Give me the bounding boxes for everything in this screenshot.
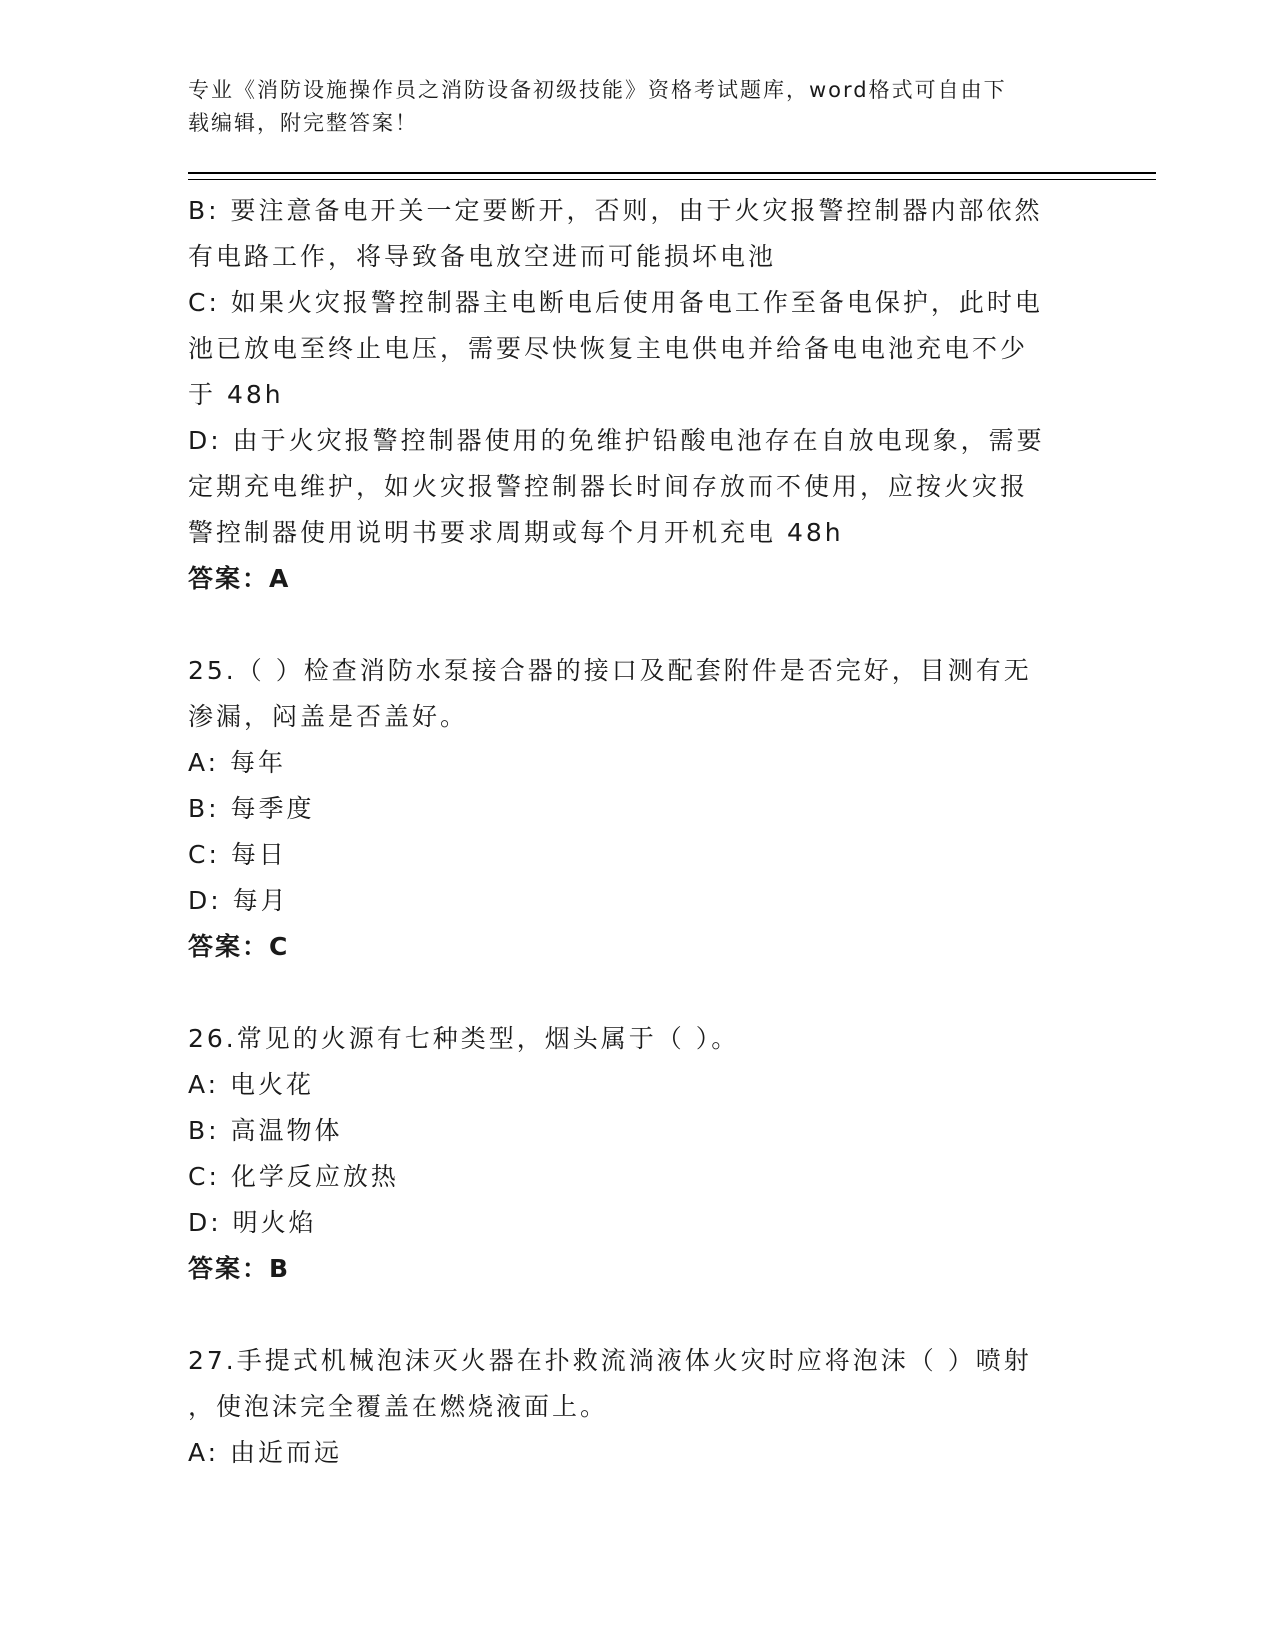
question-27 xyxy=(188,1338,1088,1476)
option-d-line: D: 由于火灾报警控制器使用的免维护铅酸电池存在自放电现象，需要 xyxy=(188,426,1045,455)
question-text: 25.（ ）检查消防水泵接合器的接口及配套附件是否完好，目测有无 xyxy=(188,656,1032,685)
question-text: ，使泡沫完全覆盖在燃烧液面上。 xyxy=(188,1392,609,1421)
answer-label: 答案：C xyxy=(188,932,290,961)
header-rule-thin xyxy=(188,179,1156,180)
option-b: B: 高温物体 xyxy=(188,1116,343,1145)
option-d: D: 每月 xyxy=(188,886,289,915)
header-line-2: 载编辑，附完整答案！ xyxy=(188,111,418,135)
option-c: C: 化学反应放热 xyxy=(188,1162,399,1191)
answer-label: 答案：A xyxy=(188,564,291,593)
option-d-line: 定期充电维护，如火灾报警控制器长时间存放而不使用，应按火灾报 xyxy=(188,472,1029,501)
header-rule-thick xyxy=(188,172,1156,174)
option-d-line: 警控制器使用说明书要求周期或每个月开机充电 48h xyxy=(188,518,844,547)
option-d: D: 明火焰 xyxy=(188,1208,317,1237)
question-25 xyxy=(188,648,1088,970)
option-b: B: 每季度 xyxy=(188,794,315,823)
previous-question-options xyxy=(188,188,1088,602)
option-b-line: 有电路工作，将导致备电放空进而可能损坏电池 xyxy=(188,242,777,271)
option-a: A: 由近而远 xyxy=(188,1438,343,1467)
option-a: A: 每年 xyxy=(188,748,287,777)
option-b-line: B: 要注意备电开关一定要断开，否则，由于火灾报警控制器内部依然 xyxy=(188,196,1043,225)
question-text: 26.常见的火源有七种类型，烟头属于（ ）。 xyxy=(188,1024,740,1053)
document-body xyxy=(188,188,1088,1476)
option-c-line: 池已放电至终止电压，需要尽快恢复主电供电并给备电电池充电不少 xyxy=(188,334,1029,363)
question-text: 27.手提式机械泡沫灭火器在扑救流淌液体火灾时应将泡沫（ ）喷射 xyxy=(188,1346,1032,1375)
document-header xyxy=(188,74,1088,140)
header-line-1: 专业《消防设施操作员之消防设备初级技能》资格考试题库，word格式可自由下 xyxy=(188,78,1007,102)
option-a: A: 电火花 xyxy=(188,1070,315,1099)
answer-label: 答案：B xyxy=(188,1254,291,1283)
option-c: C: 每日 xyxy=(188,840,287,869)
question-26 xyxy=(188,1016,1088,1292)
question-text: 渗漏，闷盖是否盖好。 xyxy=(188,702,469,731)
option-c-line: 于 48h xyxy=(188,380,284,409)
option-c-line: C: 如果火灾报警控制器主电断电后使用备电工作至备电保护，此时电 xyxy=(188,288,1043,317)
